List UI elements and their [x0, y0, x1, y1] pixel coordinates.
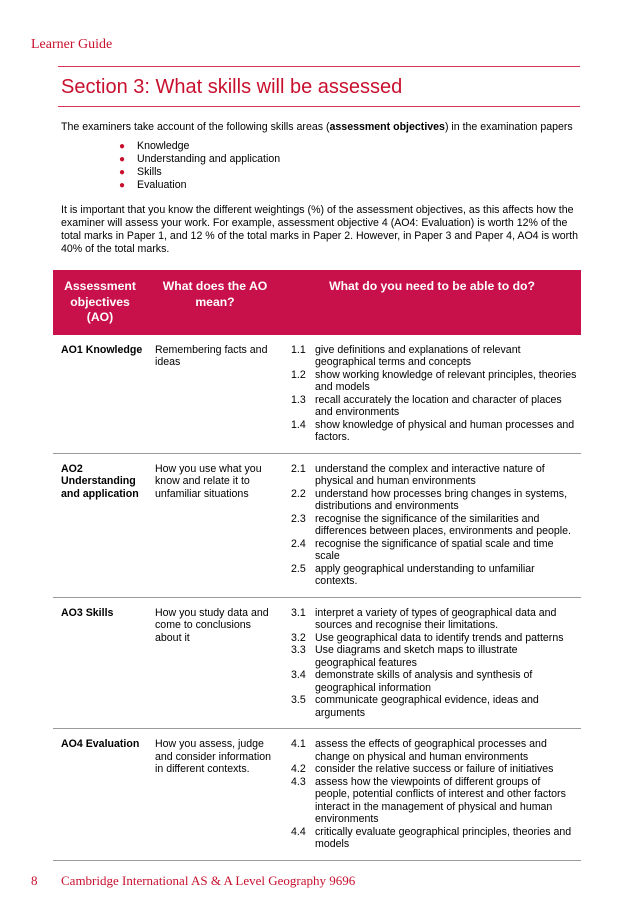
objective-number: 3.1 — [291, 606, 306, 619]
objective-item — [291, 607, 577, 632]
list-item — [119, 140, 580, 153]
ao-objectives-cell — [283, 729, 581, 861]
objective-item — [291, 644, 577, 669]
bullet-icon: ● — [119, 180, 126, 191]
list-item — [119, 179, 580, 192]
ao-meaning-cell: How you assess, judge and consider information in different contexts. — [147, 729, 283, 861]
objective-text: show knowledge of physical and human processes and factors. — [315, 418, 575, 443]
objective-number: 4.1 — [291, 738, 306, 750]
ao-name-cell: AO1 Knowledge — [53, 335, 147, 454]
intro-text-before: The examiners take account of the following skills areas ( — [61, 121, 330, 133]
table-row — [53, 597, 581, 729]
objective-item — [291, 776, 577, 826]
objective-item — [291, 538, 577, 563]
objective-number: 1.3 — [291, 393, 306, 406]
ao-objectives-cell — [283, 453, 581, 597]
objective-item — [291, 369, 577, 394]
table-row — [53, 729, 581, 861]
footer-title: Cambridge International AS & A Level Geography 9696 — [61, 873, 356, 888]
list-item — [119, 166, 580, 179]
objective-text: recognise the significance of the similarities and differences between places, environments and people. — [315, 512, 571, 537]
objective-text: Use diagrams and sketch maps to illustrate geographical features — [315, 644, 518, 669]
objective-number: 2.3 — [291, 512, 306, 525]
objective-item — [291, 669, 577, 694]
column-header-meaning: What does the AO mean? — [147, 270, 283, 335]
footer — [31, 873, 355, 889]
objective-item — [291, 513, 577, 538]
intro-text-bold: assessment objectives — [329, 121, 445, 133]
objective-text: Use geographical data to identify trends and patterns — [315, 631, 564, 644]
ao-meaning-cell: Remembering facts and ideas — [147, 335, 283, 454]
objective-text: recognise the significance of spatial scale and time scale — [315, 537, 554, 562]
running-head: Learner Guide — [31, 37, 113, 52]
bullet-icon: ● — [119, 167, 126, 178]
ao-name-cell: AO4 Evaluation — [53, 729, 147, 861]
objective-item — [291, 632, 577, 645]
column-header-objectives: What do you need to be able to do? — [283, 270, 581, 335]
objective-number: 4.4 — [291, 825, 306, 838]
skill-label: Evaluation — [137, 179, 187, 191]
objective-number: 1.1 — [291, 343, 306, 356]
table-header-row — [53, 270, 581, 335]
objective-item — [291, 394, 577, 419]
objective-text: consider the relative success or failure of initiatives — [315, 763, 554, 775]
objective-number: 3.2 — [291, 631, 306, 644]
bullet-icon: ● — [119, 154, 126, 165]
intro-text-after: ) in the examination papers — [444, 121, 573, 133]
objective-number: 4.3 — [291, 775, 306, 788]
objective-item — [291, 763, 577, 776]
assessment-objectives-table — [53, 270, 581, 861]
objective-item — [291, 694, 577, 719]
skill-label: Understanding and application — [137, 153, 281, 165]
ao-name-cell: AO2 Understanding and application — [53, 453, 147, 597]
objective-text: show working knowledge of relevant principles, theories and models — [315, 368, 577, 393]
objective-text: assess how the viewpoints of different groups of people, potential conflicts of interest and other factors interact in the management of physical and human environments — [315, 775, 566, 825]
objective-number: 2.5 — [291, 562, 306, 575]
objective-text: assess the effects of geographical processes and change on physical and human environments — [315, 738, 547, 763]
objective-item — [291, 488, 577, 513]
objective-text: critically evaluate geographical principles, theories and models — [315, 825, 572, 850]
skill-label: Skills — [137, 166, 162, 178]
page-number: 8 — [31, 873, 38, 888]
objective-text: recall accurately the location and character of places and environments — [315, 393, 562, 418]
intro-paragraph — [61, 121, 580, 134]
weighting-paragraph: It is important that you know the different weightings (%) of the assessment objectives, as this affects how the examiner will assess your work. For example, assessment objective 4 (AO4: Evaluation) is worth 12% of the total marks in Paper 1, and 12 % of the total marks in Paper 2. However, in Paper 3 and Paper 4, AO4 is worth 40% of the total marks. — [61, 204, 579, 255]
objective-number: 1.2 — [291, 368, 306, 381]
table-body — [53, 335, 581, 861]
table-row — [53, 335, 581, 454]
objective-number: 1.4 — [291, 418, 306, 431]
objective-text: give definitions and explanations of relevant geographical terms and concepts — [315, 343, 521, 368]
ao-objectives-cell — [283, 597, 581, 729]
objective-text: understand the complex and interactive nature of physical and human environments — [315, 462, 545, 487]
skill-label: Knowledge — [137, 140, 190, 152]
ao-meaning-cell: How you study data and come to conclusions about it — [147, 597, 283, 729]
skills-list — [61, 140, 580, 192]
table-row — [53, 453, 581, 597]
objective-text: communicate geographical evidence, ideas and arguments — [315, 694, 539, 719]
objective-item — [291, 344, 577, 369]
ao-objectives-cell — [283, 335, 581, 454]
column-header-ao: Assessment objectives (AO) — [53, 270, 147, 335]
objective-number: 4.2 — [291, 763, 306, 775]
objective-item — [291, 463, 577, 488]
objective-number: 3.5 — [291, 694, 306, 706]
objective-item — [291, 419, 577, 444]
objective-text: interpret a variety of types of geographical data and sources and recognise their limitations. — [315, 606, 557, 631]
section-title: Section 3: What skills will be assessed — [61, 76, 403, 98]
ao-name-cell: AO3 Skills — [53, 597, 147, 729]
objective-number: 3.4 — [291, 669, 306, 681]
objective-item — [291, 826, 577, 851]
objective-number: 2.1 — [291, 462, 306, 475]
ao-meaning-cell: How you use what you know and relate it to unfamiliar situations — [147, 453, 283, 597]
title-rule-bottom — [58, 106, 580, 107]
objective-item — [291, 738, 577, 763]
objective-text: understand how processes bring changes in systems, distributions and environments — [315, 487, 568, 512]
objective-text: apply geographical understanding to unfamiliar contexts. — [315, 562, 535, 587]
list-item — [119, 153, 580, 166]
objective-number: 2.2 — [291, 487, 306, 500]
title-rule-top — [58, 66, 580, 67]
objective-number: 2.4 — [291, 537, 306, 550]
objective-number: 3.3 — [291, 644, 306, 656]
intro-content — [61, 121, 580, 256]
bullet-icon: ● — [119, 141, 126, 152]
objective-text: demonstrate skills of analysis and synthesis of geographical information — [315, 669, 533, 694]
objective-item — [291, 563, 577, 588]
